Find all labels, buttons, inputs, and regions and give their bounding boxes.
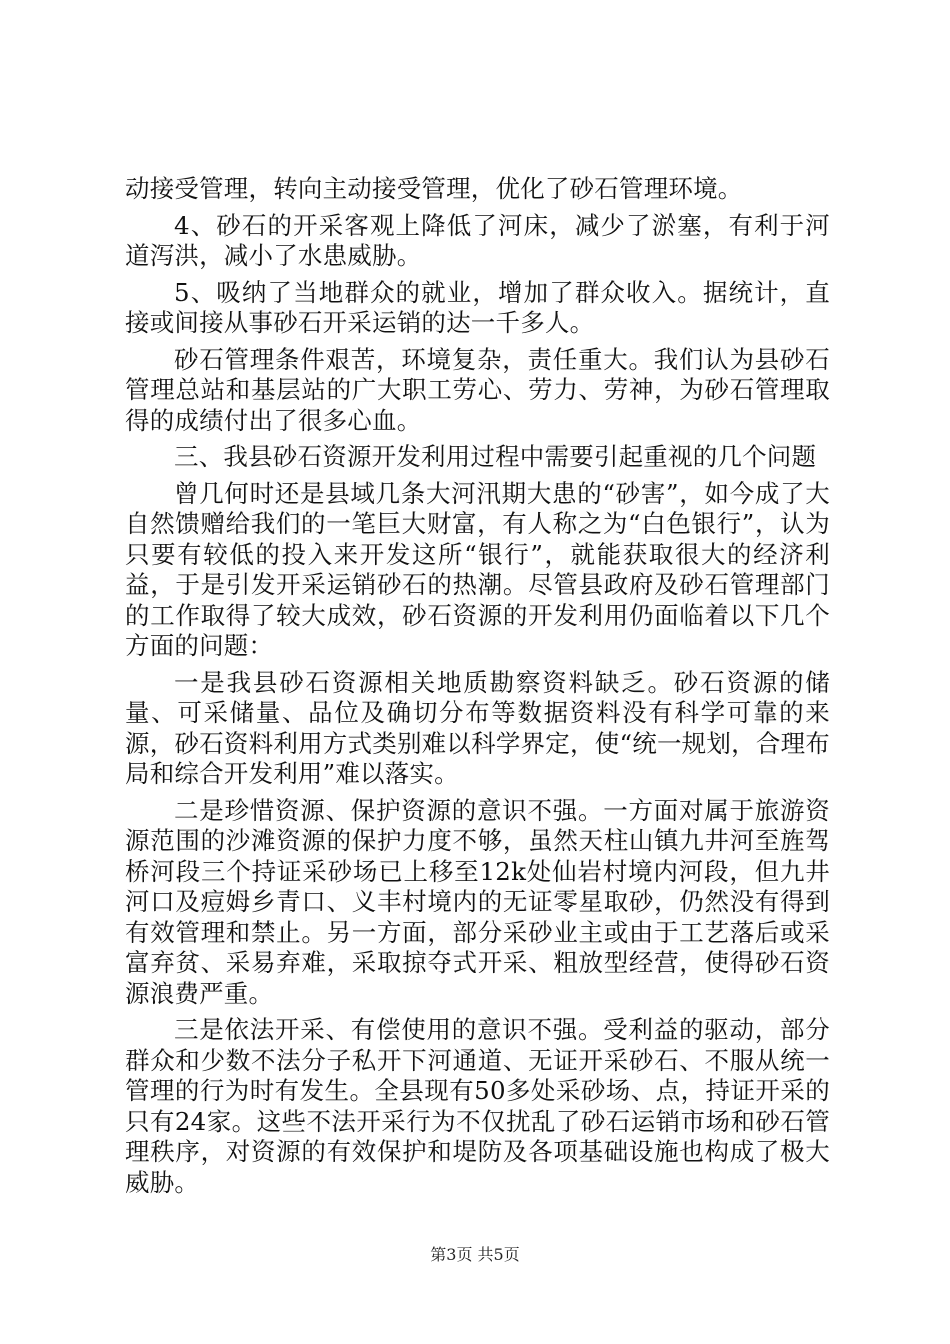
paragraph-1: 动接受管理，转向主动接受管理，优化了砂石管理环境。 [125,174,743,203]
paragraph-8: 二是珍惜资源、保护资源的意识不强。一方面对属于旅游资源范围的沙滩资源的保护力度不够，虽然天柱山镇九井河至旌驾桥河段三个持证采砂场已上移至12k处仙岩村境内河段，但九井河口及痘姆乡青口、义丰村境内的无证零星取砂，仍然没有得到有效管理和禁止。另一方面，部分采砂业主或由于工艺落后或采富弃贫、采易弃难，采取掠夺式开采、粗放型经营，使得砂石资源浪费严重。 [125,795,830,1008]
page-footer: 第3页 共5页 [430,1245,520,1264]
section-heading: 三、我县砂石资源开发利用过程中需要引起重视的几个问题 [174,442,817,471]
paragraph-9: 三是依法开采、有偿使用的意识不强。受利益的驱动，部分群众和少数不法分子私开下河通道、无证开采砂石、不服从统一管理的行为时有发生。全县现有50多处采砂场、点，持证开采的只有24家。这些不法开采行为不仅扰乱了砂石运销市场和砂石管理秩序，对资源的有效保护和堤防及各项基础设施也构成了极大威胁。 [125,1015,830,1197]
paragraph-3: 5、吸纳了当地群众的就业，增加了群众收入。据统计，直接或间接从事砂石开采运销的达一千多人。 [125,277,830,337]
paragraph-6: 曾几何时还是县域几条大河汛期大患的“砂害”，如今成了大自然馈赠给我们的一笔巨大财富，有人称之为“白色银行”，认为只要有较低的投入来开发这所“银行”，就能获取很大的经济利益，于是引发开采运销砂石的热潮。尽管县政府及砂石管理部门的工作取得了较大成效，砂石资源的开发利用仍面临着以下几个方面的问题： [125,478,830,660]
paragraph-7: 一是我县砂石资源相关地质勘察资料缺乏。砂石资源的储量、可采储量、品位及确切分布等数据资料没有科学可靠的来源，砂石资料利用方式类别难以科学界定，使“统一规划，合理布局和综合开发利用”难以落实。 [125,667,830,788]
document-body [125,174,830,1204]
paragraph-2: 4、砂石的开采客观上降低了河床，减少了淤塞，有利于河道泻洪，减小了水患威胁。 [125,210,830,270]
paragraph-4: 砂石管理条件艰苦，环境复杂，责任重大。我们认为县砂石管理总站和基层站的广大职工劳心、劳力、劳神，为砂石管理取得的成绩付出了很多心血。 [125,344,830,435]
